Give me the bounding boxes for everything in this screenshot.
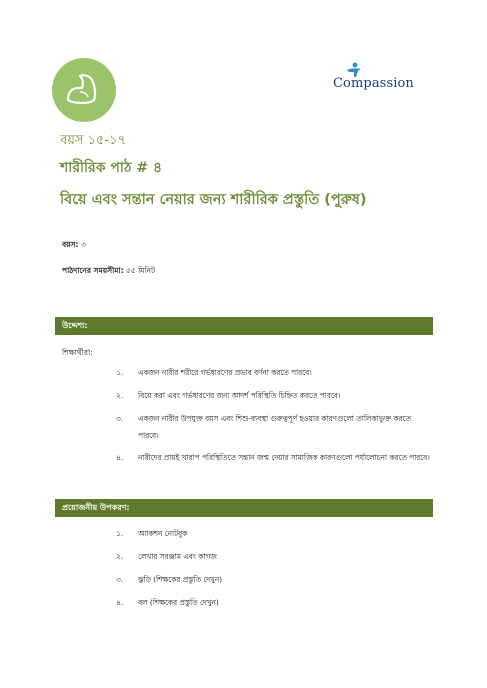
- list-text: লেখার সরঞ্জাম এবং কাগজ: [138, 552, 217, 561]
- materials-heading: প্রয়োজনীয় উপকরণ:: [55, 499, 433, 517]
- duration-meta: [62, 266, 155, 278]
- age-meta-label: বয়স:: [62, 240, 79, 249]
- list-number: ২.: [116, 552, 124, 561]
- list-text: নারীদের প্রায়ই খারাপ পরিস্থিতিতে সন্তান জন্ম দেয়ার সামাজিক কারণগুলো পর্যালোচনা করতে পারবে।: [138, 453, 430, 462]
- list-text-continued: পারবে।: [138, 431, 159, 440]
- list-text: অ্যাকশন নোটবুক: [138, 529, 188, 538]
- list-text: একজন নারীর উপযুক্ত বয়স এবং শিশু-ব্যবস্থা গুরুত্বপূর্ণ হওয়ার কারণগুলো তালিকাভুক্ত করতে: [138, 414, 411, 423]
- list-number: ২.: [116, 391, 124, 400]
- list-number: ১.: [116, 368, 124, 377]
- objectives-intro: শিক্ষার্থীরা:: [62, 348, 93, 357]
- duration-meta-value: ৫৫ মিনিট: [123, 266, 156, 275]
- list-number: ৪.: [116, 453, 124, 462]
- list-text: একজন নারীর শরীরে গর্ভধারণের প্রভাব বর্ণনা করতে পারবে।: [138, 368, 312, 377]
- list-number: ৩.: [116, 575, 124, 584]
- flexed-arm-icon: [62, 70, 106, 110]
- physical-lesson-badge: [52, 58, 116, 122]
- lesson-number-heading: শারীরিক পাঠ # ৪: [60, 160, 163, 176]
- list-text: বল (শিক্ষকের প্রস্তুতি দেখুন): [138, 598, 219, 607]
- compassion-logo: [333, 62, 433, 98]
- duration-meta-label: পাঠদানের সময়সীমা:: [62, 266, 124, 275]
- list-number: ১.: [116, 529, 124, 538]
- age-range-heading: বয়স ১৫-১৭: [60, 133, 127, 148]
- age-meta: [62, 240, 86, 252]
- list-text: বিয়ে করা এবং গর্ভধারণের জন্য আদর্শ পরিস্থিতি চিহ্নিত করতে পারবে।: [138, 391, 341, 400]
- lesson-title: বিয়ে এবং সন্তান নেয়ার জন্য শারীরিক প্রস্তুতি (পুরুষ): [60, 192, 367, 208]
- list-number: ৩.: [116, 414, 124, 423]
- list-text: ঝুড়ি (শিক্ষকের প্রস্তুতি দেখুন): [138, 575, 223, 584]
- list-number: ৪.: [116, 598, 124, 607]
- objectives-heading: উদ্দেশ্য:: [55, 317, 433, 335]
- logo-text: Compassion: [333, 76, 414, 91]
- age-meta-value: ৩: [78, 240, 86, 249]
